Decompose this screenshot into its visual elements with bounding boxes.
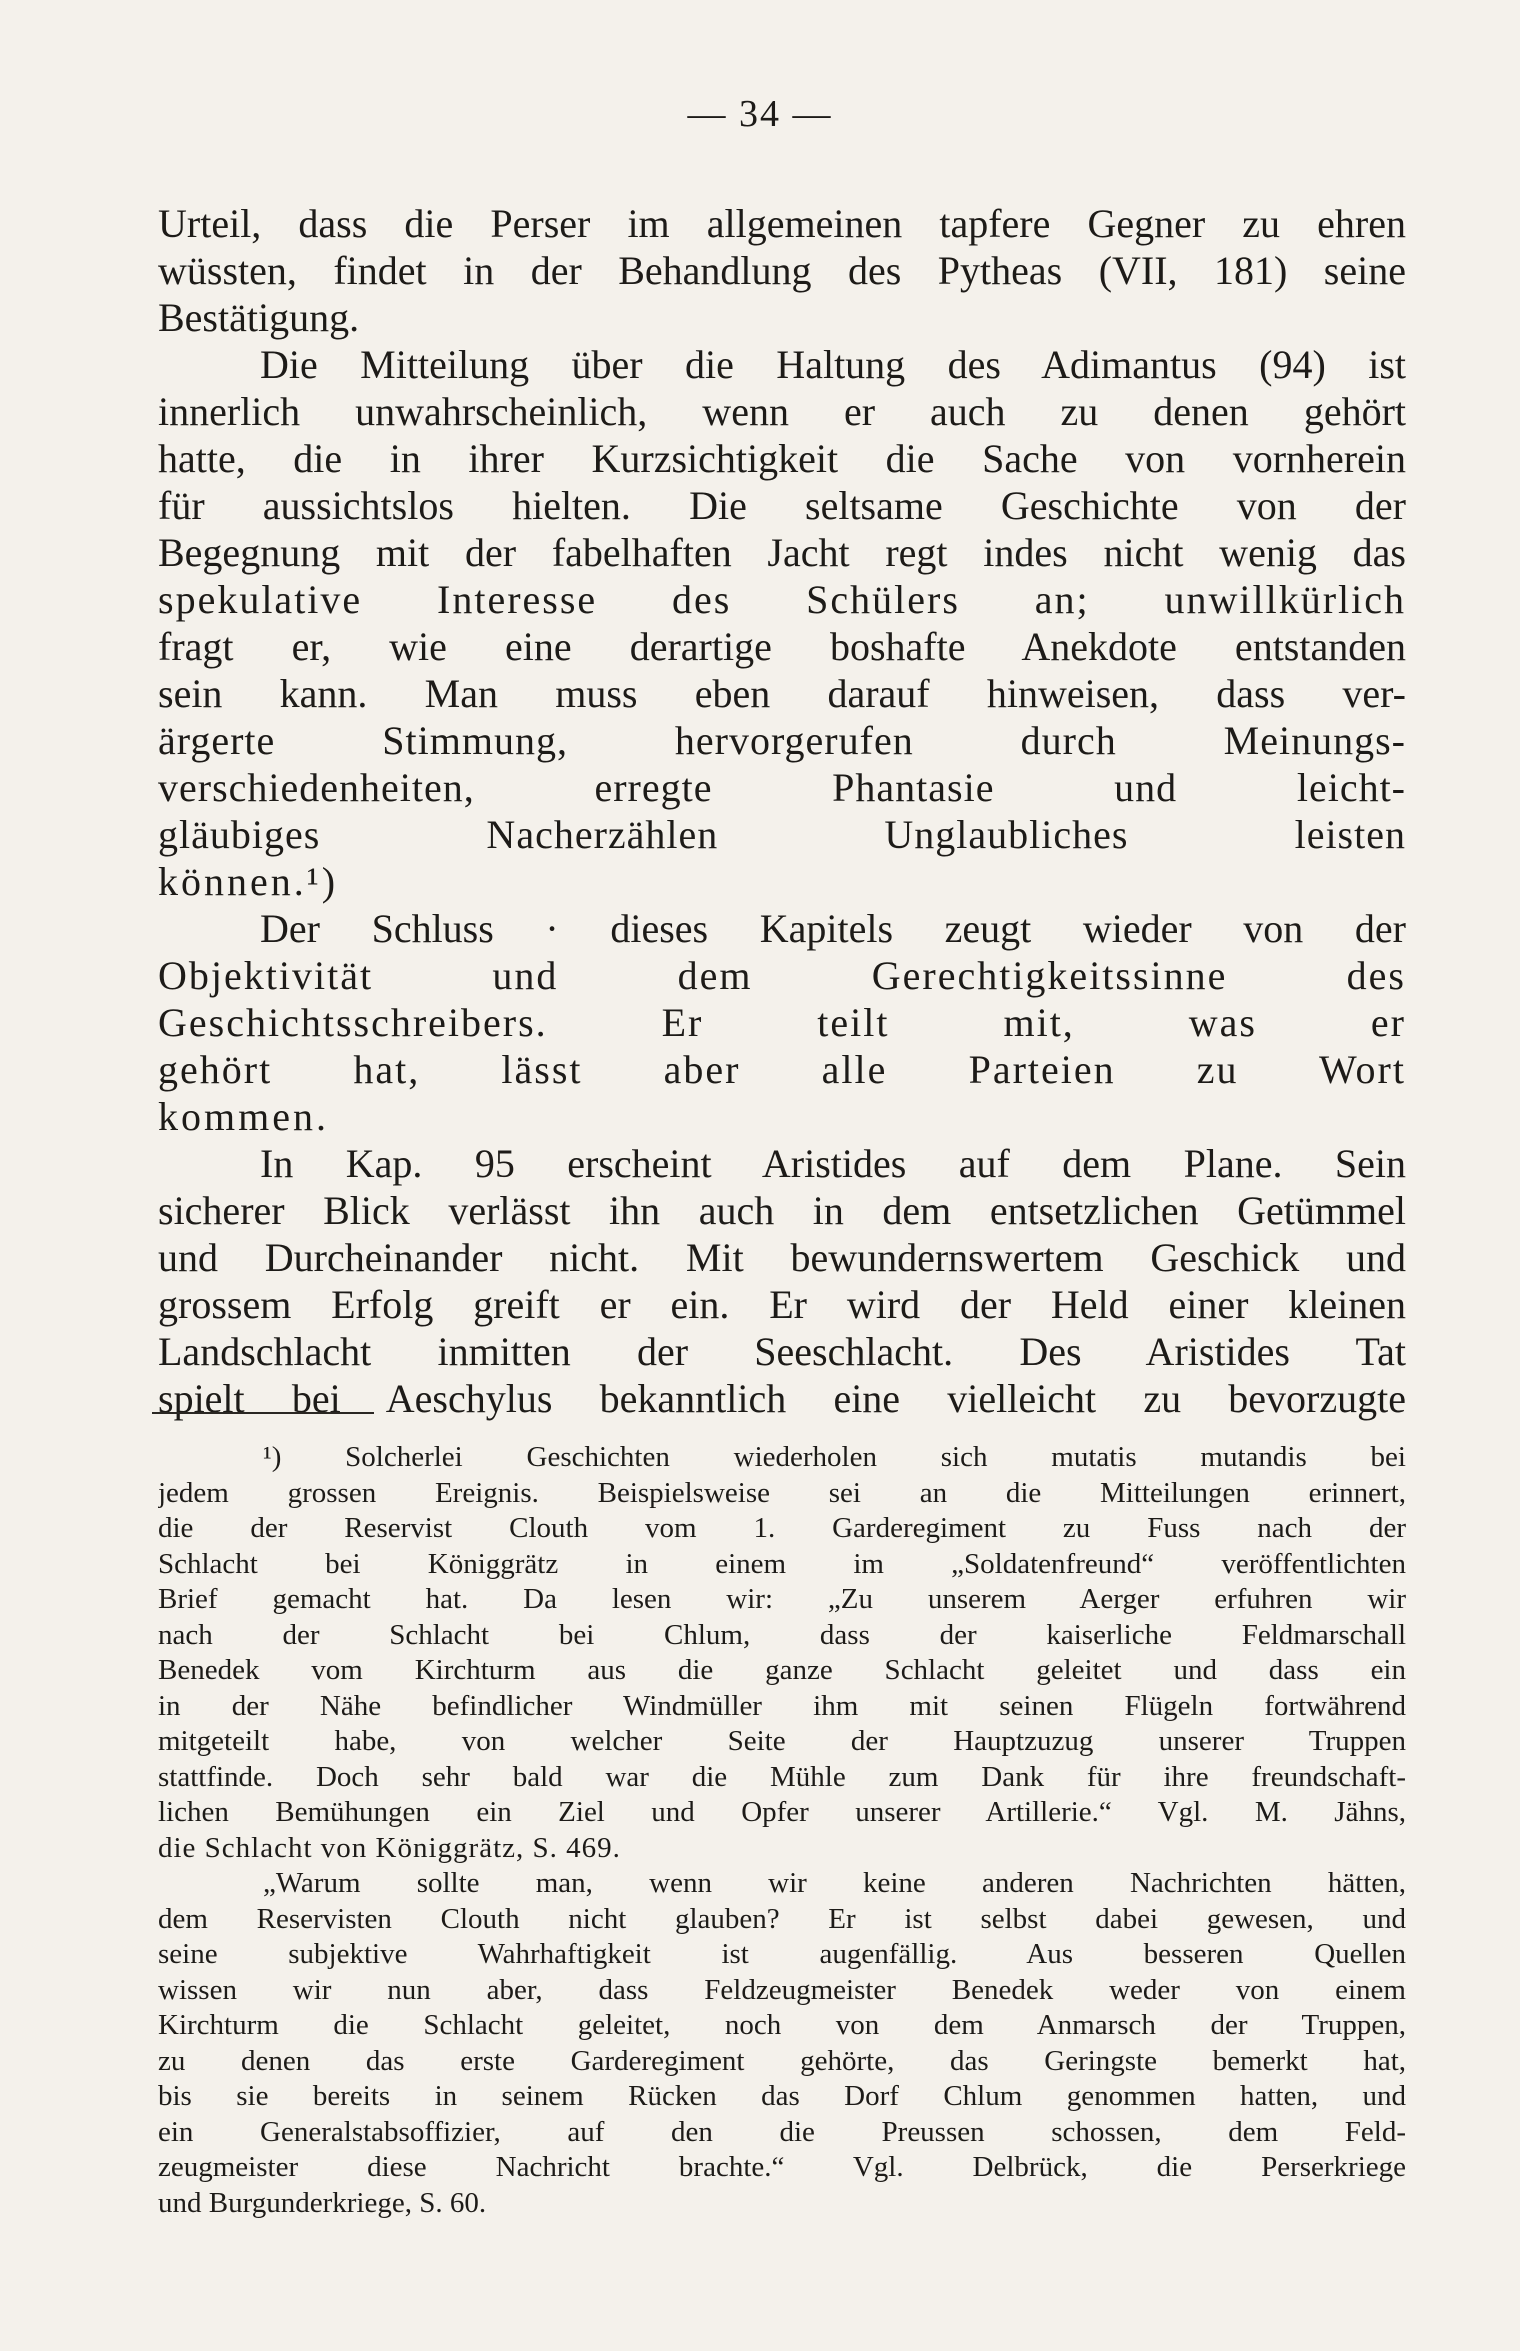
footnote-line: lichen Bemühungen ein Ziel und Opfer unserer Artillerie.“ Vgl. M. Jähns, [158, 1796, 1406, 1828]
text-line: Geschichtsschreibers. Er teilt mit, was er [158, 1000, 1406, 1045]
footnote-line: in der Nähe befindlicher Windmüller ihm mit seinen Flügeln fortwährend [158, 1689, 1406, 1722]
footnote-line: die der Reservist Clouth vom 1. Garderegiment zu Fuss nach der [158, 1512, 1406, 1544]
text-line: In Kap. 95 erscheint Aristides auf dem Plane. Sein [260, 1141, 1406, 1186]
text-line: innerlich unwahrscheinlich, wenn er auch zu denen gehört [158, 389, 1406, 434]
footnote-line: stattfinde. Doch sehr bald war die Mühle zum Dank für ihre freundschaft- [158, 1760, 1406, 1793]
text-line: wüssten, findet in der Behandlung des Pytheas (VII, 181) seine [158, 248, 1406, 293]
text-line: ärgerte Stimmung, hervorgerufen durch Meinungs- [158, 718, 1406, 763]
text-line: Die Mitteilung über die Haltung des Adimantus (94) ist [260, 342, 1406, 387]
footnote-line: ein Generalstabsoffizier, auf den die Preussen schossen, dem Feld- [158, 2115, 1406, 2148]
footnote-line: nach der Schlacht bei Chlum, dass der kaiserliche Feldmarschall [158, 1618, 1406, 1651]
text-line: spielt bei Aeschylus bekanntlich eine vielleicht zu bevorzugte [158, 1376, 1406, 1421]
text-line: können.¹) [158, 859, 339, 904]
footnote-line: seine subjektive Wahrhaftigkeit ist augenfällig. Aus besseren Quellen [158, 1938, 1406, 1970]
footnote-line: Schlacht bei Königgrätz in einem im „Soldatenfreund“ veröffentlichten [158, 1547, 1406, 1580]
footnote-line: jedem grossen Ereignis. Beispielsweise sei an die Mitteilungen erinnert, [158, 1476, 1406, 1509]
text-line: sicherer Blick verlässt ihn auch in dem entsetzlichen Getümmel [158, 1188, 1406, 1233]
footnote-line: zeugmeister diese Nachricht brachte.“ Vgl. Delbrück, die Perserkriege [158, 2151, 1406, 2183]
footnote-line: wissen wir nun aber, dass Feldzeugmeister Benedek weder von einem [158, 1973, 1406, 2006]
text-line: grossem Erfolg greift er ein. Er wird der Held einer kleinen [158, 1282, 1406, 1327]
text-line: hatte, die in ihrer Kurzsichtigkeit die Sache von vornherein [158, 436, 1406, 481]
text-line: gläubiges Nacherzählen Unglaubliches leisten [158, 812, 1406, 857]
footnote-line: die Schlacht von Königgrätz, S. 469. [158, 1831, 621, 1864]
text-line: fragt er, wie eine derartige boshafte Anekdote entstanden [158, 624, 1406, 669]
footnote-line: dem Reservisten Clouth nicht glauben? Er ist selbst dabei gewesen, und [158, 1902, 1406, 1935]
footnote-line: „Warum sollte man, wenn wir keine anderen Nachrichten hätten, [263, 1867, 1406, 1899]
text-line: spekulative Interesse des Schülers an; unwillkürlich [158, 577, 1406, 622]
footnote-line: Benedek vom Kirchturm aus die ganze Schlacht geleitet und dass ein [158, 1654, 1406, 1686]
footnote-divider [152, 1412, 374, 1414]
footnote-line: und Burgunderkriege, S. 60. [158, 2186, 487, 2219]
text-line: sein kann. Man muss eben darauf hinweisen, dass ver- [158, 671, 1406, 716]
text-line: verschiedenheiten, erregte Phantasie und leicht- [158, 765, 1406, 810]
footnote-line: mitgeteilt habe, von welcher Seite der Hauptzuzug unserer Truppen [158, 1725, 1406, 1757]
footnotes [158, 1440, 1406, 2221]
footnote-line: bis sie bereits in seinem Rücken das Dorf Chlum genommen hatten, und [158, 2080, 1406, 2112]
footnote-line: ¹) Solcherlei Geschichten wiederholen sich mutatis mutandis bei [263, 1441, 1406, 1473]
text-line: Objektivität und dem Gerechtigkeitssinne des [158, 953, 1406, 998]
text-line: Landschlacht inmitten der Seeschlacht. Des Aristides Tat [158, 1329, 1406, 1374]
text-line: für aussichtslos hielten. Die seltsame Geschichte von der [158, 483, 1406, 528]
text-line: Begegnung mit der fabelhaften Jacht regt indes nicht wenig das [158, 530, 1406, 575]
main-text [158, 200, 1406, 1422]
text-line: und Durcheinander nicht. Mit bewundernswertem Geschick und [158, 1235, 1406, 1280]
text-line: Urteil, dass die Perser im allgemeinen tapfere Gegner zu ehren [158, 201, 1406, 246]
footnote-line: zu denen das erste Garderegiment gehörte, das Geringste bemerkt hat, [158, 2044, 1406, 2077]
text-line: gehört hat, lässt aber alle Parteien zu Wort [158, 1047, 1406, 1092]
text-line: kommen. [158, 1094, 329, 1139]
text-line: Bestätigung. [158, 295, 360, 340]
page-number: — 34 — [687, 93, 833, 135]
footnote-line: Kirchturm die Schlacht geleitet, noch von dem Anmarsch der Truppen, [158, 2009, 1406, 2041]
footnote-line: Brief gemacht hat. Da lesen wir: „Zu unserem Aerger erfuhren wir [158, 1583, 1406, 1615]
text-line: Der Schluss · dieses Kapitels zeugt wieder von der [260, 906, 1406, 951]
